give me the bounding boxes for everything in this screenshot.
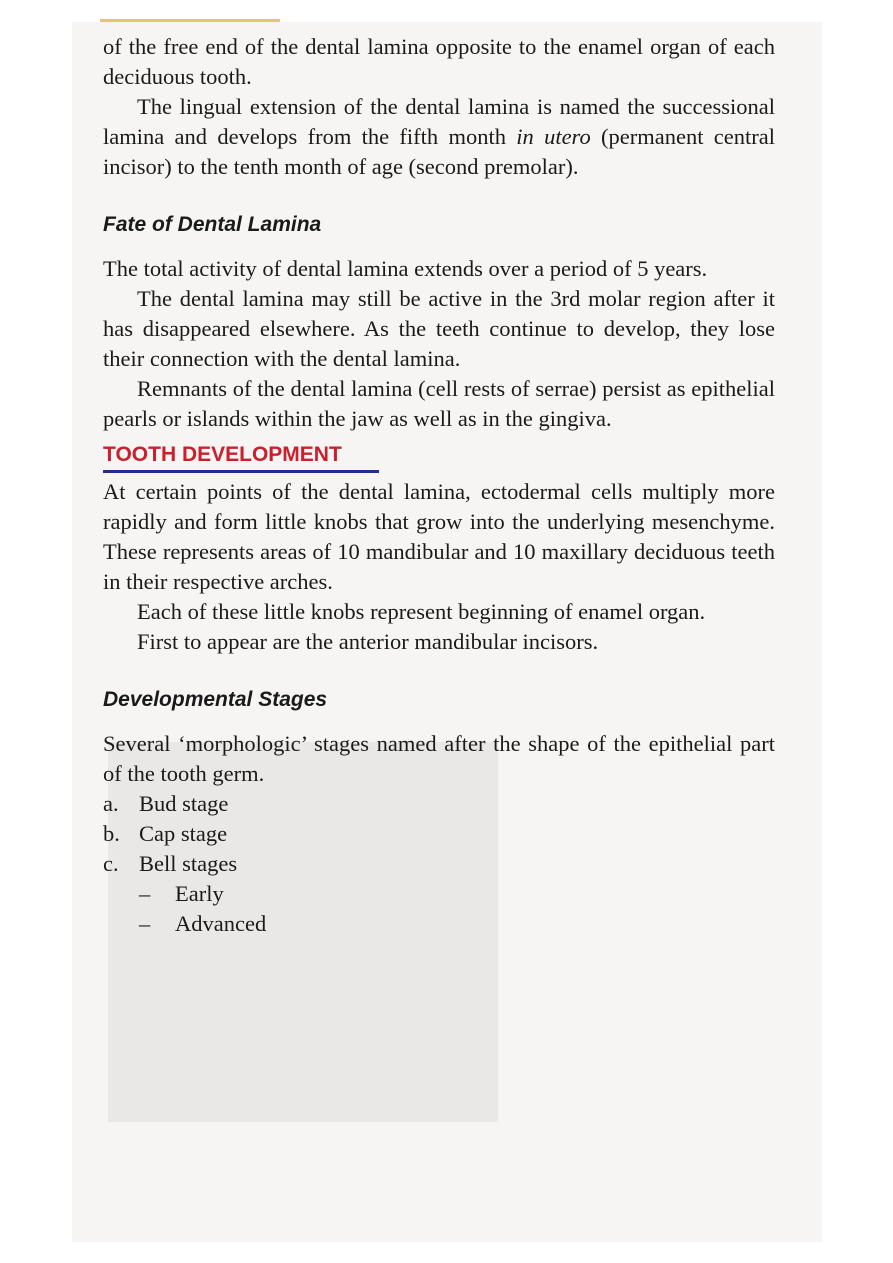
dash-marker: – xyxy=(139,881,151,906)
paragraph-morphologic-stages: Several ‘morphologic’ stages named after the shape of the epithelial part of the tooth germ. xyxy=(103,731,775,786)
paragraph-text: The lingual extension of the dental lamina is named the successional lamina and develops from the fifth month xyxy=(103,94,775,149)
list-item xyxy=(103,819,775,849)
list-item xyxy=(139,879,775,909)
paragraph-text: (permanent central incisor) to the tenth month of age (second premolar). xyxy=(103,124,775,179)
paragraph-first-to-appear: First to appear are the anterior mandibular incisors. xyxy=(137,629,599,654)
list-item-text: Bud stage xyxy=(139,791,229,816)
list-item xyxy=(139,909,775,939)
list-item-label: b. xyxy=(103,821,120,846)
list-item-text: Cap stage xyxy=(139,821,228,846)
page-text xyxy=(103,32,775,939)
list-item xyxy=(103,849,775,879)
paragraph-enamel-organ-beginning: Each of these little knobs represent beginning of enamel organ. xyxy=(137,599,706,624)
list-item-text: Advanced xyxy=(175,911,267,936)
paragraph-remnants: Remnants of the dental lamina (cell rests of serrae) persist as epithelial pearls or islands within the jaw as well as in the gingiva. xyxy=(103,376,775,431)
list-item-text: Early xyxy=(175,881,224,906)
bell-substages-list xyxy=(103,879,775,939)
section-title-tooth-development: TOOTH DEVELOPMENT xyxy=(103,443,342,466)
book-page xyxy=(72,22,822,1242)
paragraph-enamel-organ: of the free end of the dental lamina opposite to the enamel organ of each deciduous tooth. xyxy=(103,34,775,89)
list-item-label: a. xyxy=(103,791,119,816)
paragraph-total-activity: The total activity of dental lamina extends over a period of 5 years. xyxy=(103,256,708,281)
italic-term: in utero xyxy=(516,124,591,149)
dash-marker: – xyxy=(139,911,151,936)
section-title-underline xyxy=(103,470,379,473)
heading-fate-of-dental-lamina: Fate of Dental Lamina xyxy=(103,213,322,236)
paragraph-successional-lamina xyxy=(103,92,775,182)
paragraph-knobs: At certain points of the dental lamina, ectodermal cells multiply more rapidly and form little knobs that grow into the underlying mesenchyme. These represents areas of 10 mandibular and 10 maxillary deciduous teeth in their respective arches. xyxy=(103,479,775,594)
paragraph-third-molar: The dental lamina may still be active in the 3rd molar region after it has disappeared elsewhere. As the teeth continue to develop, they lose their connection with the dental lamina. xyxy=(103,286,775,371)
list-item-label: c. xyxy=(103,851,119,876)
list-item-text: Bell stages xyxy=(139,851,238,876)
stages-list xyxy=(103,789,775,879)
heading-developmental-stages: Developmental Stages xyxy=(103,688,328,711)
list-item xyxy=(103,789,775,819)
